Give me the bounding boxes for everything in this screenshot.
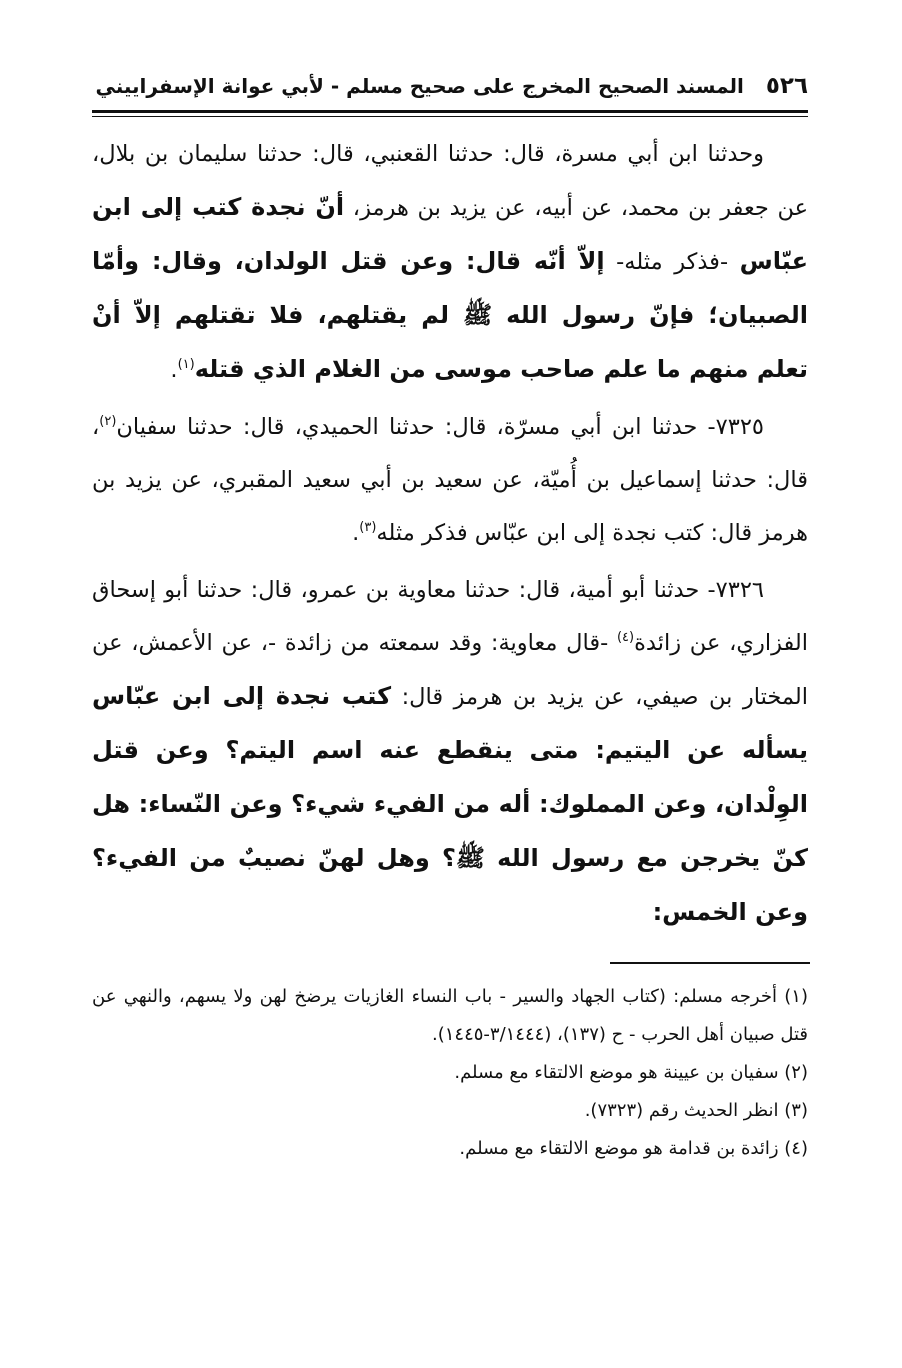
paragraph-1-bold-1: أنّ نجدة كتب إلى ابن عبّاس xyxy=(92,193,808,275)
paragraph-3-text-2: -قال معاوية: وقد سمعته من زائدة -، عن الأعمش، عن المختار بن صيفي، عن يزيد بن هرمز قال: xyxy=(92,630,808,710)
header-rule-thin xyxy=(92,116,808,117)
paragraph-hadith-7325 xyxy=(92,401,808,560)
footnote-2 xyxy=(92,1054,808,1092)
footnote-ref-4[interactable]: (٤) xyxy=(616,630,635,645)
footnote-separator xyxy=(610,962,810,964)
footnote-marker: (٢) xyxy=(784,1062,808,1083)
paragraph-3-bold-1: كتب نجدة إلى ابن عبّاس يسأله عن اليتيم: متى ينقطع عنه اسم اليتم؟ وعن قتل الوِلْدان، وعن المملوك: أله من الفيء شيء؟ وعن النّساء: هل كنّ يخرجن مع رسول الله ﷺ؟ وهل لهنّ نصيبٌ من الفيء؟ وعن الخمس: xyxy=(92,682,808,926)
running-title: المسند الصحيح المخرج على صحيح مسلم - لأبي عوانة الإسفراييني xyxy=(95,74,744,98)
paragraph-2-text-2: ، قال: حدثنا إسماعيل بن أُميّة، عن سعيد بن أبي سعيد المقبري، عن يزيد بن هرمز قال: كتب نجدة إلى ابن عبّاس فذكر مثله xyxy=(92,414,808,546)
footnote-1 xyxy=(92,978,808,1054)
footnote-text: سفيان بن عيينة هو موضع الالتقاء مع مسلم. xyxy=(454,1062,779,1083)
paragraph-1 xyxy=(92,128,808,397)
paragraph-1-end: . xyxy=(170,357,178,383)
paragraph-2-end: . xyxy=(352,520,360,546)
paragraph-1-text-2: -فذكر مثله- xyxy=(604,249,740,275)
footnote-3 xyxy=(92,1092,808,1130)
paragraph-hadith-7326 xyxy=(92,564,808,940)
footnote-marker: (٣) xyxy=(784,1100,808,1121)
page-header xyxy=(92,66,808,106)
footnote-ref-3[interactable]: (٣) xyxy=(359,520,377,535)
page-number: ٥٢٦ xyxy=(765,73,808,99)
footnote-marker: (٤) xyxy=(784,1138,808,1159)
footnote-text: انظر الحديث رقم (٧٣٢٣). xyxy=(584,1100,779,1121)
paragraph-2-text-1: ٧٣٢٥- حدثنا ابن أبي مسرّة، قال: حدثنا الحميدي، قال: حدثنا سفيان xyxy=(116,414,764,440)
main-text xyxy=(92,128,808,944)
header-rule xyxy=(92,110,808,113)
footnote-marker: (١) xyxy=(784,986,808,1007)
paragraph-1-text-1: وحدثنا ابن أبي مسرة، قال: حدثنا القعنبي، قال: حدثنا سليمان بن بلال، عن جعفر بن محمد، عن أبيه، عن يزيد بن هرمز، xyxy=(92,141,808,221)
paragraph-1-bold-2: إلاّ أنّه قال: وعن قتل الولدان، وقال: وأمّا الصبيان؛ فإنّ رسول الله ﷺ لم يقتلهم، فلا تقتلهم إلاّ أنْ تعلم منهم ما علم صاحب موسى من الغلام الذي قتله xyxy=(92,247,808,383)
footnote-text: زائدة بن قدامة هو موضع الالتقاء مع مسلم. xyxy=(459,1138,779,1159)
footnotes xyxy=(92,978,808,1168)
footnote-4 xyxy=(92,1130,808,1168)
footnote-text: أخرجه مسلم: (كتاب الجهاد والسير - باب النساء الغازيات يرضخ لهن ولا يسهم، والنهي عن قتل صبيان أهل الحرب - ح (١٣٧)، (٣/١٤٤٤-١٤٤٥). xyxy=(92,986,808,1045)
footnote-ref-1[interactable]: (١) xyxy=(177,357,195,372)
paragraph-3-text-1: ٧٣٢٦- حدثنا أبو أمية، قال: حدثنا معاوية بن عمرو، قال: حدثنا أبو إسحاق الفزاري، عن زائدة xyxy=(92,577,808,656)
footnote-ref-2[interactable]: (٢) xyxy=(99,414,117,429)
